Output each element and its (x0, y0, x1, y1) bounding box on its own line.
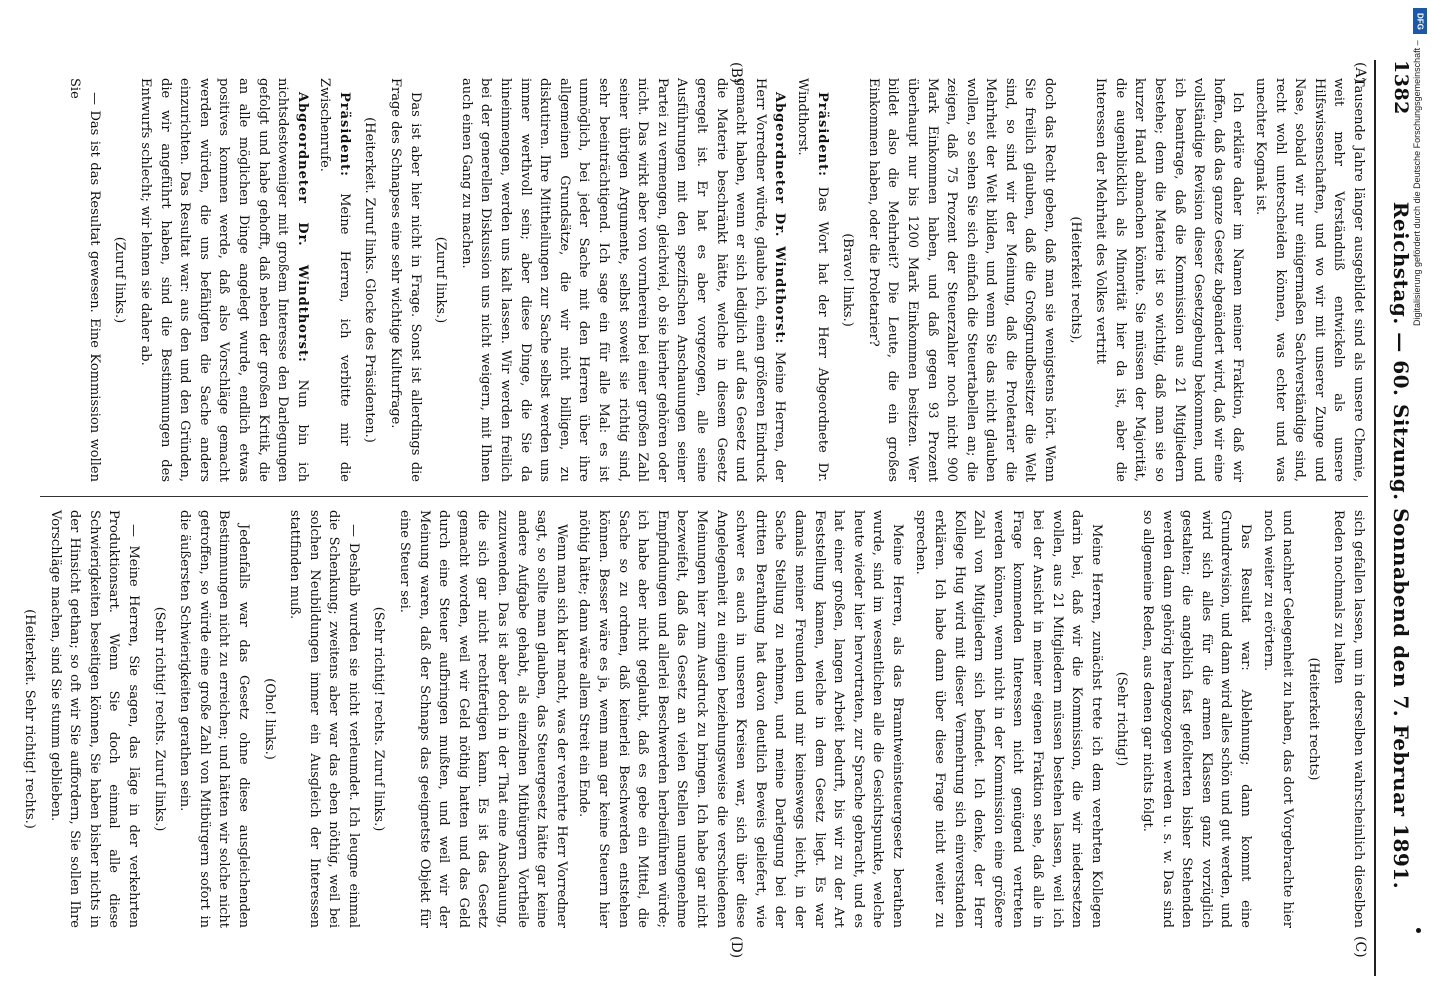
paragraph: doch das Recht geben, daß man sie wenigstens hört. Wenn Sie freilich glauben, daß die Großgrundbesitzer die Welt sind, so sind wir der Meinung, daß die Proletarier die Mehrheit der Welt bilden, und wenn Sie das nicht glauben wollen, so sehen Sie sich einfach die Steuertabellen an; die zeigen, daß 75 Prozent der Steuerzahler noch nicht 900 Mark Einkommen haben, und daß gegen 93 Prozent überhaupt nur bis 1200 Mark Einkommen besitzen. Wer bildet also die Mehrheit? Die Leute, die ein großes Einkommen haben, oder die Proletarier? (865, 78, 1058, 482)
paragraph: Das Resultat war: Ablehnung; dann kommt eine Grundrevision, und dann wird alles schön und gut werden, und wird sich alles für die armen Klassen ganz vorzüglich gestalten; die angeblich fast gefolterten bisher Stehenden werden dann gehörig herangezogen werden u. s. w. Das sind so allgemeine Reden, aus denen gar nichts folgt. (1140, 510, 1254, 928)
speech-text: Meine Herren, der Herr Vorredner würde, glaube ich, einen größeren Eindruck gemacht haben, wenn er sich lediglich auf das Gesetz und die Materie beschränkt hätte, welche in diesem Gesetz geregelt ist. Er hat es aber vorgezogen, alle seine Ausführungen mit den spezifischen Anschauungen seiner Partei zu vermengen, gleichviel, ob sie hierher gehören oder nicht. Das wirkt aber von vornherein bei einer großen Zahl seiner übrigen Argumente, selbst soweit sie richtig sind, sehr beeinträchtigend. Ich sage ein für alle Mal: es ist unmöglich, bei jeder Sache mit den Herren über ihre allgemeinen Grundsätze, die wir nicht billigen, zu diskutiren. Ihre Mittheilungen zur Sache selbst werden uns immer werthvoll sein; aber diese Dinge, die Sie da hineinmengen, werden uns kalt lassen. Wir werden freilich bei der generellen Diskussion uns nicht weigern, mit Ihnen auch einen Gang zu machen. (458, 78, 788, 482)
paragraph: Ich erkläre daher im Namen meiner Fraktion, daß wir hoffen, daß das ganze Gesetz abgeändert wird, daß wir eine vollständige Revision dieser Gesetzgebung bekommen, und ich beantrage, daß die Kommission aus 21 Mitgliedern bestehe; denn die Materie ist so wichtig, daß man sie so kurzer Hand abmachen könnte. Sie müssen der Majorität, die augenblicklich als Minorität hier da ist, aber die Interessen der Mehrheit des Volkes vertritt (1093, 78, 1246, 482)
paragraph: Meine Herren, als das Branntweinsteuergesetz berathen wurde, sind im wesentlichen alle die Gesichtspunkte, welche heute wieder hier hervortraten, zur Sprache gebracht, und es hat einer großen, langen Arbeit bedurft, bis wir zu der Art Feststellung kamen, welche in dem Gesetz liegt. Es war damals meiner Freunden und mir keineswegs leicht, in der Sache Stellung zu nehmen, und meine Darlegung bei der dritten Berathung hat davon deutlich Beweis geliefert, wie schwer es auch in unseren Kreisen war, sich über diese Angelegenheit zu einigen beziehungsweise die verschiedenen Meinungen hier zum Ausdruck zu bringen. Ich habe gar nicht bezweifelt, daß das Gesetz an vielen Stellen unangenehme Empfindungen und allerlei Beschwerden herbeiführen würde; ich habe aber nicht geglaubt, daß es gebe ein Mittel, die Sache so zu ordnen, daß keinerlei Beschwerden entstehen können. Besser wäre es ja, wenn man gar keine Steuern hier nöthig hätte; dann wäre allem Streit ein Ende. (576, 510, 905, 928)
running-title: Reichstag. — 60. Sitzung. Sonnabend den 7. Februar 1891. (1389, 201, 1413, 890)
dfg-logo-icon: DFG (1413, 8, 1427, 34)
speaker-paragraph (135, 78, 311, 482)
credit-text: Digitalisierung gefördert durch die Deutsche Forschungsgemeinschaft – (1412, 40, 1422, 326)
paragraph: Wenn man sich klar macht, was der verehrte Herr Vorredner sagt, so sollte man glauben, das Steuergesetz hätte gar keine andere Aufgabe gehabt, als einzelnen Mitbürgern Vortheile zuzuwenden. Das ist aber doch in der That eine Anschauung, die sich gar nicht rechtfertigen kann. Es ist das Gesetz gemacht worden, weil wir Geld nöthig hatten und das Geld durch eine Steuer aufbringen mußten, und weil wir der Meinung waren, daß der Schnaps das geeignetste Objekt für eine Steuer sei. (397, 510, 569, 928)
interjection: (Heiterkeit. Zuruf links. Glocke des Präsidenten.) (362, 117, 378, 443)
interjection: (Heiterkeit. Sehr richtig! rechts.) (22, 609, 37, 829)
speech-text: Meine Herren, ich verbitte mir die Zwischenrufe. (317, 78, 352, 482)
paragraph: sich gefallen lassen, um in derselben wahrscheinlich dieselben Reden nochmals zu halten (1331, 510, 1366, 928)
speech-text: Nun bin ich nichtsdestoweniger mit großem Interesse den Darlegungen gefolgt und habe gehofft, daß neben der großen Kritik, die an alle möglichen Dinge angelegt wurde, endlich etwas positives kommen werde, daß also Vorschläge gemacht werden würden, die uns befähigten die Sache anders einzurichten. Das Resultat war: aus den und den Gründen, die wir angeführt haben, sind die Bestimmungen des Entwurfs schlecht; wir lehnen sie daher ab. (137, 78, 310, 482)
paragraph: — Deshalb wurden sie nicht verleumdet. Ich leugne einmal die Schenkung; zweitens aber war das eben nöthig, weil bei solchen Neubildungen immer ein Ausgleich der Interessen stattfinden muß. (287, 510, 361, 928)
paragraph: und nachher Gelegenheit zu haben, das dort Vorgebrachte hier noch weiter zu erörtern. (1260, 510, 1296, 928)
speaker-paragraph (792, 78, 831, 482)
scan-speck (1416, 928, 1421, 933)
interjection: (Sehr richtig! rechts. Zuruf links.) (371, 606, 387, 832)
speaker-label: Präsident: (814, 92, 830, 177)
speaker-paragraph (315, 78, 354, 482)
speaker-label: Abgeordneter Dr. Windthorst: (294, 92, 310, 363)
interjection: (Bravo! links.) (840, 233, 856, 327)
digitization-credit (1408, 0, 1432, 1000)
right-column (22, 510, 1368, 928)
paragraph: Meine Herren, zunächst trete ich dem verehrten Kollegen darin bei, daß wir die Kommission, die wir niedersetzen wollen, aus 21 Mitgliedern müssen bestehen lassen, weil ich bei der Ansicht in meiner eigenen Fraktion sehe, daß alle in Frage kommenden Interessen nicht genügend vertreten werden können, wenn nicht in der Kommission eine größere Zahl von Mitgliedern sich befindet. Ich denke, der Herr Kollege Hug wird mit dieser Vermehrung sich einverstanden erklären. Ich habe dann über diese Frage nicht weiter zu sprechen. (912, 510, 1104, 928)
interjection: (Oho! links.) (261, 678, 277, 760)
paragraph: — Meine Herren, Sie sagen, das läge in der verkehrten Produktionsart. Wenn Sie doch einmal alle diese Schwierigkeiten beseitigen können, Sie haben bisher nichts in der Hinsicht gethan; so oft wir Sie auffordern, Sie sollen Ihre Vorschläge machen, sind Sie stumm geblieben. (47, 510, 141, 928)
speaker-label: Abgeordneter Dr. Windthorst: (772, 92, 788, 345)
interjection: (Heiterkeit rechts), (1067, 216, 1083, 344)
page-number: 1382 (1390, 60, 1412, 115)
margin-marker-a: (A) (1352, 62, 1368, 84)
paragraph: Jedenfalls war das Gesetz ohne diese ausgleichenden Bestimmungen nicht zu erreichen; und hätten wir solche nicht getroffen, so würde eine große Zahl von Mitbürgern sofort in die äußersten Schwierigkeiten gerathen sein. (177, 510, 251, 928)
speech-text: Das Wort hat der Herr Abgeordnete Dr. Windthorst. (794, 78, 830, 482)
paragraph: Tausende Jahre länger ausgebildet sind als unsere Chemie, weit mehr Verständniß entwickeln als unsere Hilfswissenschaften, und wo wir mit unserer Zunge und Nase, sobald wir nur einigermaßen Sachverständige sind, recht wohl unterscheiden können, was echter und was unechter Kognak ist. (1253, 78, 1366, 482)
interjection: (Zuruf links.) (433, 236, 449, 324)
margin-marker-c: (C) (1352, 936, 1368, 958)
speaker-paragraph (456, 78, 789, 482)
interjection: (Sehr richtig!) (1114, 671, 1130, 767)
interjection: (Sehr richtig! rechts. Zuruf links.) (151, 606, 167, 832)
interjection: (Heiterkeit rechts) (1305, 657, 1321, 781)
column-divider (40, 496, 1368, 497)
margin-marker-d: (D) (728, 936, 744, 959)
margin-marker-b: (B) (728, 62, 744, 84)
header-rule (1374, 60, 1376, 976)
speaker-label: Präsident: (336, 92, 352, 177)
paragraph: — Das ist das Resultat gewesen. Eine Kommission wollen Sie (67, 78, 102, 482)
paragraph: Das ist aber hier nicht in Frage. Sonst ist allerdings die Frage des Schnapses eine sehr wichtige Kulturfrage. (388, 78, 423, 482)
interjection: (Zuruf links.) (112, 236, 128, 324)
left-column (40, 78, 1368, 482)
